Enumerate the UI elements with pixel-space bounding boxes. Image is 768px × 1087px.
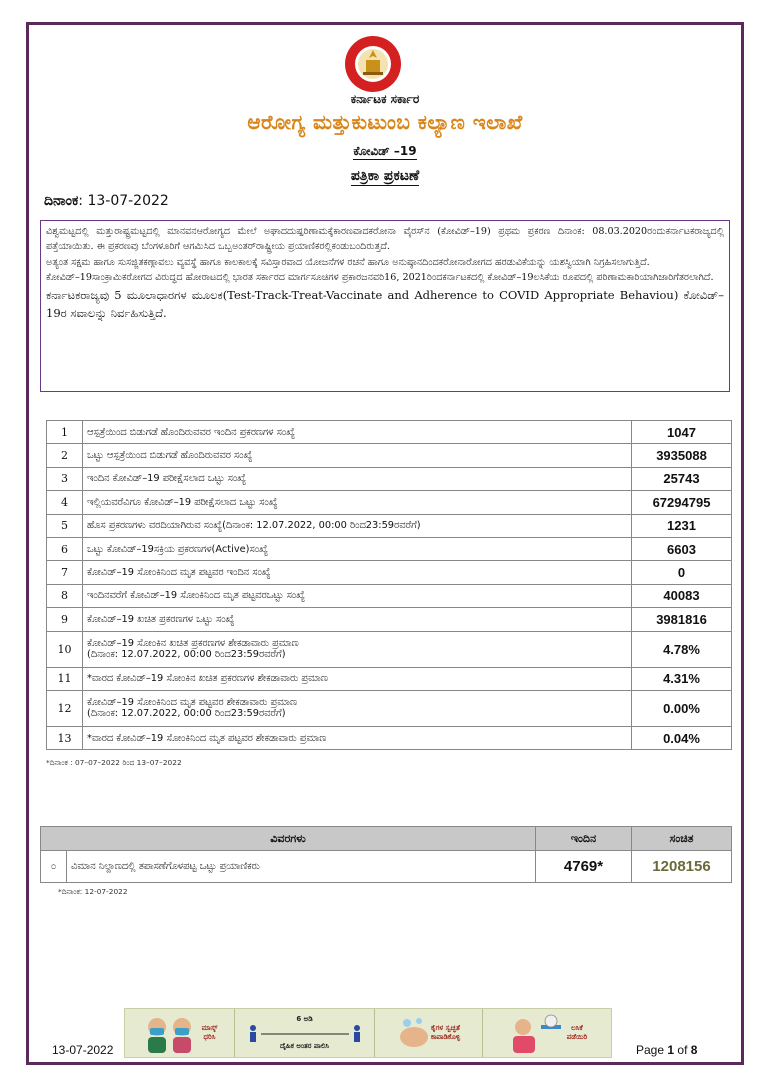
table-row	[47, 608, 732, 631]
intro-paragraph-4: ಕರ್ನಾಟಕರಾಜ್ಯವು 5 ಮೂಲಾಧಾರಗಳ ಮೂಲಕ(Test-Track-Treat-Vaccinate and Adherence to COVID Appropriate Behaviou) ಕೋವಿಡ್–19ರ ಸವಾಲನ್ನು ನಿರ್ವಹಿಸುತ್ತಿದೆ.	[46, 287, 724, 320]
table-row	[47, 444, 732, 467]
row-value: 3981816	[632, 608, 732, 631]
row-label-line-1: ಆಸ್ಪತ್ರೆಯಿಂದ ಬಿಡುಗಡೆ ಹೊಂದಿರುವವರ ಇಂದಿನ ಪ್ರಕರಣಗಳ ಸಂಖ್ಯೆ	[87, 426, 295, 438]
banner-mask-segment	[125, 1009, 235, 1057]
row-value: 67294795	[632, 491, 732, 514]
row-label	[83, 667, 632, 690]
row-number: 2	[47, 444, 83, 467]
row-label	[83, 726, 632, 749]
department-title: ಆರೋಗ್ಯ ಮತ್ತುಕುಟುಂಬ ಕಲ್ಯಾಣ ಇಲಾಖೆ	[247, 110, 523, 134]
footer-date: 13-07-2022	[52, 1043, 114, 1057]
covid-label: ಕೋವಿಡ್ –19	[353, 144, 417, 158]
table-row	[47, 561, 732, 584]
row-label-line-1: *ವಾರದ ಕೋವಿಡ್–19 ಸೋಂಕಿನಿಂದ ಮೃತ ಪಟ್ಟವರ ಶೇಕಡಾವಾರು ಪ್ರಮಾಣ	[87, 732, 327, 744]
row-number: 4	[47, 491, 83, 514]
row-label-line-1: ಇಂದಿನ ಕೋವಿಡ್–19 ಪರೀಕ್ಷೆಸಲಾದ ಒಟ್ಟು ಸಂಖ್ಯೆ	[87, 473, 247, 485]
row-number: 11	[47, 667, 83, 690]
row-today-value: 4769*	[536, 851, 632, 883]
row-label-line-1: ಇಲ್ಲಿಯವರೆವಿಗೂ ಕೋವಿಡ್–19 ಪರೀಕ್ಷೆಸಲಾದ ಒಟ್ಟು ಸಂಖ್ಯೆ	[87, 496, 278, 508]
row-value: 0	[632, 561, 732, 584]
row-label	[83, 467, 632, 490]
row-value: 1047	[632, 421, 732, 444]
row-number: 9	[47, 608, 83, 631]
banner-hygiene-label: ಕೈಗಳ ಸ್ವಚ್ಛತೆ ಕಾಪಾಡಿಕೊಳ್ಳಿ	[430, 1024, 461, 1041]
intro-paragraph-1: ವಿಶ್ವಮಟ್ಟದಲ್ಲಿ ಮತ್ತುರಾಷ್ಟ್ರಮಟ್ಟದಲ್ಲಿ ಮಾನವನಆರೋಗ್ಯದ ಮೇಲೆ ಅಘಾದದುಷ್ಪರಿಣಾಮಕ್ಕೆಕಾರಣವಾದಕರೋನಾ ವೈರಸ್‌ನ (ಕೋವಿಡ್–19) ಪ್ರಥಮ ಪ್ರಕರಣ ದಿನಾಂಕ: 08.03.2020ರಂದುಕರ್ನಾಟಕರಾಜ್ಯದಲ್ಲಿ ಪತ್ತೆಯಾಯಿತು. ಈ ಪ್ರಕರಣವು ಬೆಂಗಳೂರಿಗೆ ಆಗಮಿಸಿದ ಒಬ್ಬಅಂತರ್‌ರಾಷ್ಟ್ರೀಯ ಪ್ರಯಾಣಿಕರಲ್ಲಿಕಂಡುಬಂದಿರುತ್ತದೆ.	[46, 226, 724, 253]
date-value: : 13-07-2022	[78, 193, 169, 209]
page-total: 8	[690, 1043, 698, 1057]
row-number: 8	[47, 584, 83, 607]
release-date	[44, 193, 169, 209]
row-value: 0.00%	[632, 690, 732, 726]
row-label-line-1: ಕೋವಿಡ್–19 ಸೋಂಕಿನಿಂದ ಮೃತ ಪಟ್ಟವರ ಶೇಕಡಾವಾರು ಪ್ರಮಾಣ	[87, 697, 297, 709]
row-label-line-1: *ವಾರದ ಕೋವಿಡ್–19 ಸೋಂಕಿನ ಖಚಿತ ಪ್ರಕರಣಗಳ ಶೇಕಡಾವಾರು ಪ್ರಮಾಣ	[87, 673, 328, 685]
row-label	[83, 444, 632, 467]
travel-footnote: *ದಿನಾಂಕ: 12-07-2022	[58, 887, 128, 896]
row-label-line-1: ಹೊಸ ಪ್ರಕರಣಗಳು ವರದಿಯಾಗಿರುವ ಸಂಖ್ಯೆ(ದಿನಾಂಕ: 12.07.2022, 00:00 ರಿಂದ23:59ರವರೆಗೆ)	[87, 520, 421, 532]
table-row	[47, 690, 732, 726]
row-number: 3	[47, 467, 83, 490]
row-value: 4.31%	[632, 667, 732, 690]
row-value: 6603	[632, 537, 732, 560]
row-number: 7	[47, 561, 83, 584]
row-label	[83, 584, 632, 607]
table-row	[47, 537, 732, 560]
row-label	[83, 421, 632, 444]
mask-icon	[142, 1013, 202, 1053]
table-row	[47, 584, 732, 607]
row-value: 3935088	[632, 444, 732, 467]
date-label: ದಿನಾಂಕ	[44, 193, 79, 209]
row-label	[83, 561, 632, 584]
header-details: ವಿವರಗಳು	[41, 827, 536, 851]
row-number: 13	[47, 726, 83, 749]
page-current: 1	[667, 1043, 675, 1057]
page-number	[636, 1043, 697, 1057]
page-of: of	[677, 1043, 688, 1057]
row-label	[83, 631, 632, 667]
row-number: 10	[47, 631, 83, 667]
banner-distance-top: 6 ಅಡಿ	[296, 1015, 313, 1023]
table-row	[47, 667, 732, 690]
header-cumulative: ಸಂಚಿತ	[632, 827, 732, 851]
row-value: 40083	[632, 584, 732, 607]
row-number: 6	[47, 537, 83, 560]
row-value: 1231	[632, 514, 732, 537]
intro-paragraph-3: ಕೋವಿಡ್–19ಸಾಂಕ್ರಾಮಿಕರೋಗದ ವಿರುದ್ಧದ ಹೋರಾಟದಲ್ಲಿ ಭಾರತ ಸರ್ಕಾರದ ಮಾರ್ಗಸೂಚಿಗಳ ಪ್ರಕಾರಜನವರಿ16, 2021ರಿಂದಕರ್ನಾಟಕದಲ್ಲಿ ಕೋವಿಡ್–19ಲಸಿಕೆಯ ರೂಪದಲ್ಲಿ ಪರಿಣಾಮಕಾರಿಯಾಗಿಜಾರಿಗೆತರಲಾಗಿದೆ.	[46, 272, 714, 284]
row-number: 5	[47, 514, 83, 537]
row-label	[83, 514, 632, 537]
row-value: 0.04%	[632, 726, 732, 749]
banner-hygiene-segment	[375, 1009, 483, 1057]
table-row	[47, 421, 732, 444]
table-row	[47, 726, 732, 749]
vaccine-icon	[507, 1013, 567, 1053]
row-label-line-1: ಕೋವಿಡ್–19 ಖಚಿತ ಪ್ರಕರಣಗಳ ಒಟ್ಟು ಸಂಖ್ಯೆ	[87, 613, 235, 625]
table-row	[47, 491, 732, 514]
row-label-line-1: ಇಂದಿನವರೆಗೆ ಕೋವಿಡ್–19 ಸೋಂಕಿನಿಂದ ಮೃತ ಪಟ್ಟವರಒಟ್ಟು ಸಂಖ್ಯೆ	[87, 590, 306, 602]
row-number: 1	[47, 421, 83, 444]
row-label-line-1: ಒಟ್ಟು ಕೋವಿಡ್–19ಸಕ್ರಿಯ ಪ್ರಕರಣಗಳ(Active)ಸಂಖ್ಯೆ	[87, 543, 268, 555]
row-index: ೦	[41, 851, 67, 883]
banner-vaccine-label: ಲಸಿಕೆ ಪಡೆಯಿರಿ	[566, 1024, 588, 1041]
row-label	[83, 537, 632, 560]
table-row	[47, 514, 732, 537]
distance-arrow-icon	[245, 1024, 365, 1042]
table-row	[47, 467, 732, 490]
row-label	[83, 690, 632, 726]
row-value: 4.78%	[632, 631, 732, 667]
row-label	[83, 491, 632, 514]
row-label-line-2: (ದಿನಾಂಕ: 12.07.2022, 00:00 ರಿಂದ23:59ರವರೆಗೆ)	[87, 649, 286, 661]
covid-stats-table	[46, 420, 732, 750]
press-release-title: ಪತ್ರಿಕಾ ಪ್ರಕಟಣೆ	[350, 168, 420, 184]
stats-footnote: *ದಿನಾಂಕ : 07–07–2022 ರಿಂದ 13–07–2022	[46, 758, 182, 767]
row-label-line-2: (ದಿನಾಂಕ: 12.07.2022, 00:00 ರಿಂದ23:59ರವರೆಗೆ)	[87, 708, 286, 720]
govt-name: ಕರ್ನಾಟಕ ಸರ್ಕಾರ	[350, 92, 420, 106]
row-number: 12	[47, 690, 83, 726]
banner-vaccine-segment	[483, 1009, 611, 1057]
table-row	[41, 851, 732, 883]
banner-distance-segment	[235, 1009, 375, 1057]
karnataka-emblem	[333, 30, 413, 94]
row-label-line-1: ಒಟ್ಟು ಆಸ್ಪತ್ರೆಯಿಂದ ಬಿಡುಗಡೆ ಹೊಂದಿರುವವರ ಸಂಖ್ಯೆ	[87, 450, 253, 462]
row-label-line-1: ಕೋವಿಡ್–19 ಸೋಂಕಿನಿಂದ ಮೃತ ಪಟ್ಟವರ ಇಂದಿನ ಸಂಖ್ಯೆ	[87, 567, 271, 579]
row-value: 25743	[632, 467, 732, 490]
page-word: Page	[636, 1043, 665, 1057]
row-label: ವಿಮಾನ ನಿಲ್ದಾಣದಲ್ಲಿ ತಪಾಸಣೆಗೊಳಪಟ್ಟ ಒಟ್ಟು ಪ್ರಯಾಣಿಕರು	[67, 851, 536, 883]
intro-paragraph-2: ಅತ್ಯಂತ ಸಕ್ಷಮ ಹಾಗೂ ಸುಸಜ್ಜಿತಕಣ್ಗಾವಲು ವ್ಯವಸ್ಥೆ ಹಾಗೂ ಕಾಲಕಾಲಕ್ಕೆ ಸವಿಸ್ತಾರವಾದ ಯೋಜನೆಗಳ ರಚನೆ ಹಾಗೂ ಅನುಷ್ಠಾನದಿಂದಕರೋನಾರೋಗದ ಹರಡುವಿಕೆಯನ್ನು ಯಶಸ್ವಿಯಾಗಿ ನಿಗ್ರಹಿಸಲಾಗುತ್ತಿದೆ.	[46, 256, 650, 268]
table-row	[47, 631, 732, 667]
intro-box	[40, 220, 730, 392]
covid-appropriate-banner	[124, 1008, 612, 1058]
row-cumulative-value: 1208156	[632, 851, 732, 883]
row-label	[83, 608, 632, 631]
banner-distance-bottom: ದೈಹಿಕ ಅಂತರ ಪಾಲಿಸಿ	[279, 1042, 330, 1050]
banner-mask-label: ಮಾಸ್ಕ್ ಧರಿಸಿ	[201, 1024, 218, 1041]
hand-wash-icon	[397, 1015, 431, 1051]
header-today: ಇಂದಿನ	[536, 827, 632, 851]
row-label-line-1: ಕೋವಿಡ್–19 ಸೋಂಕಿನ ಖಚಿತ ಪ್ರಕರಣಗಳ ಶೇಕಡಾವಾರು ಪ್ರಮಾಣ	[87, 638, 299, 650]
airport-screening-table	[40, 826, 732, 883]
